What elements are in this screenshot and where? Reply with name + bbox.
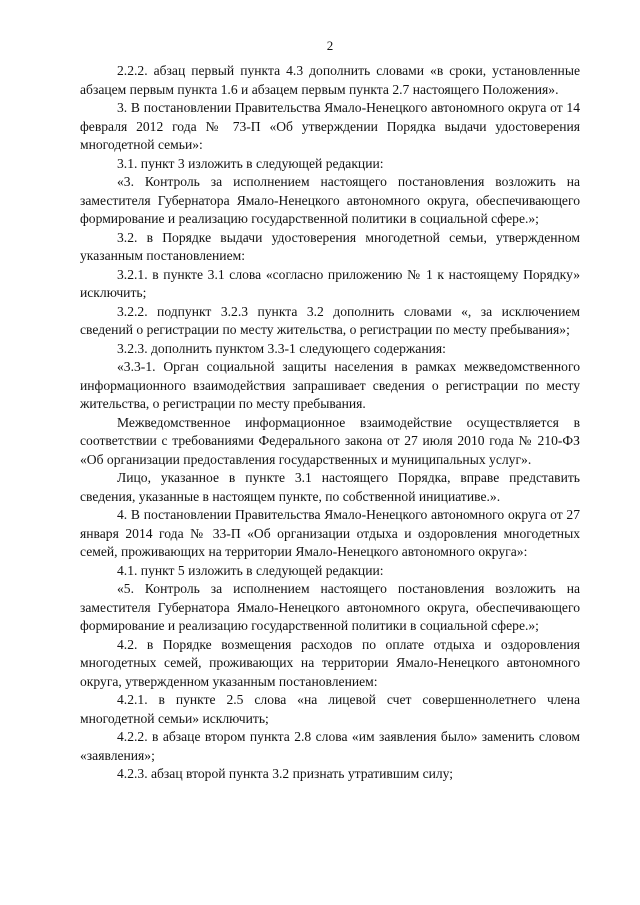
paragraph-4-2: 4.2. в Порядке возмещения расходов по оплате отдыха и оздоровления многодетных семей, проживающих на территории Ямало-Ненецкого автономного округа, утвержденном указанным постановлением:: [80, 636, 580, 689]
paragraph-4: 4. В постановлении Правительства Ямало-Ненецкого автономного округа от 27 января 2014 года № 33-П «Об организации отдыха и оздоровления многодетных семей, проживающих на территории Ямало-Ненецкого автономного округа»:: [80, 507, 580, 559]
document-page: [80, 38, 580, 784]
paragraph-4-1-text: «5. Контроль за исполнением настоящего постановления возложить на заместителя Губернатора Ямало-Ненецкого автономного округа, обеспечивающего формирование и реализацию государственной политики в социальной сфере.»;: [80, 581, 580, 633]
paragraph-4-2-3: 4.2.3. абзац второй пункта 3.2 признать утратившим силу;: [117, 766, 454, 781]
paragraph-3-2: 3.2. в Порядке выдачи удостоверения многодетной семьи, утвержденном указанным постановлением:: [80, 229, 580, 263]
paragraph-2-2-2: 2.2.2. абзац первый пункта 4.3 дополнить словами «в сроки, установленные абзацем первым пункта 1.6 и абзацем первым пункта 2.7 настоящего Положения».: [80, 63, 580, 97]
paragraph-4-1: 4.1. пункт 5 изложить в следующей редакции:: [117, 562, 384, 578]
page-number: 2: [326, 38, 334, 53]
paragraph-3-2-1: 3.2.1. в пункте 3.1 слова «согласно приложению № 1 к настоящему Порядку» исключить;: [80, 266, 580, 300]
paragraph-interaction: Межведомственное информационное взаимодействие осуществляется в соответствии с требованиями Федерального закона от 27 июля 2010 года № 210-ФЗ «Об организации предоставления государственных и муниципальных услуг».: [80, 414, 580, 467]
paragraph-3-3-1: «3.3-1. Орган социальной защиты населения в рамках межведомственного информационного взаимодействия запрашивает сведения о регистрации по месту жительства, о регистрации по месту пребывания.: [80, 359, 580, 411]
paragraph-4-2-1: 4.2.1. в пункте 2.5 слова «на лицевой счет совершеннолетнего члена многодетной семьи» исключить;: [80, 692, 580, 726]
paragraph-3-1-text: «3. Контроль за исполнением настоящего постановления возложить на заместителя Губернатора Ямало-Ненецкого автономного округа, обеспечивающего формирование и реализацию государственной политики в социальной сфере.»;: [80, 174, 580, 226]
paragraph-4-2-2: 4.2.2. в абзаце втором пункта 2.8 слова «им заявления было» заменить словом «заявления»;: [80, 729, 580, 763]
paragraph-3-2-3: 3.2.3. дополнить пунктом 3.3-1 следующего содержания:: [117, 340, 446, 356]
paragraph-3-1: 3.1. пункт 3 изложить в следующей редакции:: [117, 155, 384, 171]
paragraph-person: Лицо, указанное в пункте 3.1 настоящего Порядка, вправе представить сведения, указанные в настоящем пункте, по собственной инициативе.».: [80, 470, 580, 504]
paragraph-3: 3. В постановлении Правительства Ямало-Ненецкого автономного округа от 14 февраля 2012 года № 73-П «Об утверждении Порядка выдачи удостоверения многодетной семьи»:: [80, 100, 580, 152]
paragraph-3-2-2: 3.2.2. подпункт 3.2.3 пункта 3.2 дополнить словами «, за исключением сведений о регистрации по месту жительства, о регистрации по месту пребывания»;: [80, 303, 580, 337]
